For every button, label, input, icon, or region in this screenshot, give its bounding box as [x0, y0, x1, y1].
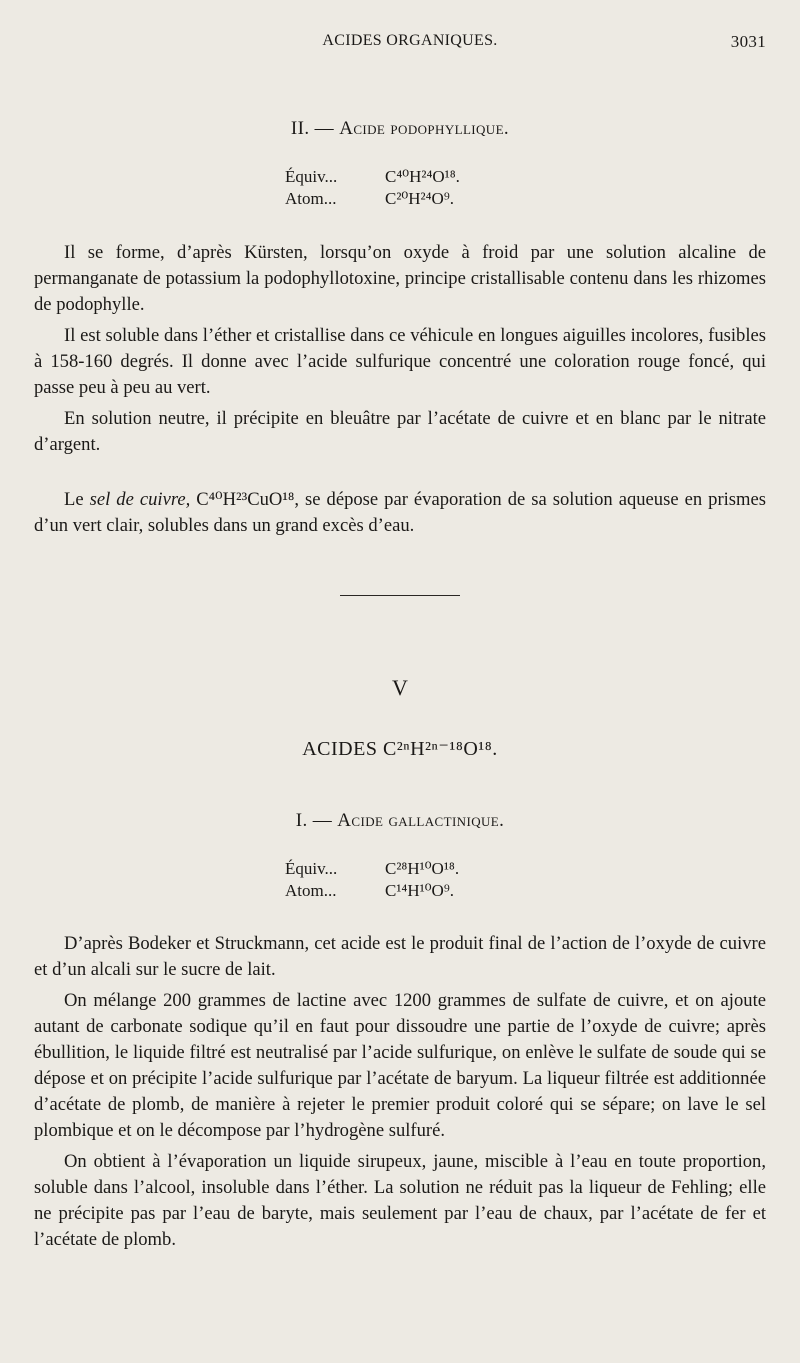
- section-heading-podophyllique: [34, 118, 766, 140]
- page-number: 3031: [730, 32, 766, 51]
- copper-salt-text: C⁴⁰H²³CuO¹⁸, se dépose par évaporation de sa solution aqueuse en prismes d’un vert clair, solubles dans un grand excès d’eau.: [34, 489, 766, 536]
- paragraph: Il se forme, d’après Kürsten, lorsqu’on oxyde à froid par une solution alcaline de permanganate de potassium la podophyllotoxine, principe cristallisable contenu dans les rhizomes de podophylle.: [34, 242, 766, 315]
- equiv-label: Équiv...: [285, 167, 338, 186]
- section-body-gallactinique: [34, 931, 766, 1258]
- equiv-label: Équiv...: [285, 859, 338, 878]
- running-title: ACIDES ORGANIQUES.: [322, 32, 498, 49]
- section-title: Acide podophyllique.: [339, 118, 510, 139]
- running-head: [0, 32, 800, 54]
- section-heading-gallactinique: [34, 810, 766, 832]
- atom-formula: C²⁰H²⁴O⁹.: [385, 189, 455, 208]
- paragraph: D’après Bodeker et Struckmann, cet acide est le produit final de l’action de l’oxyde de cuivre et d’un alcali sur le sucre de lait.: [34, 933, 766, 980]
- formula-table-gallactinique: [285, 858, 459, 902]
- section-title: Acide gallactinique.: [337, 810, 505, 831]
- equiv-formula: C⁴⁰H²⁴O¹⁸.: [385, 167, 460, 186]
- copper-salt-name: sel de cuivre,: [89, 489, 191, 510]
- equiv-formula: C²⁸H¹⁰O¹⁸.: [385, 859, 460, 878]
- atom-formula: C¹⁴H¹⁰O⁹.: [385, 881, 455, 900]
- section-number: I. —: [295, 810, 338, 831]
- atom-row: [285, 188, 460, 210]
- atom-label: Atom...: [285, 189, 337, 208]
- section-number: II. —: [290, 118, 340, 139]
- atom-label: Atom...: [285, 881, 337, 900]
- equiv-row: [285, 858, 459, 880]
- paragraph: Il est soluble dans l’éther et cristallise dans ce véhicule en longues aiguilles incolores, fusibles à 158-160 degrés. Il donne avec l’acide sulfurique concentré une coloration rouge foncé, qui passe peu à peu au vert.: [34, 325, 766, 398]
- paragraph: On obtient à l’évaporation un liquide sirupeux, jaune, miscible à l’eau en toute proportion, soluble dans l’alcool, insoluble dans l’éther. La solution ne réduit pas la liqueur de Fehling; elle ne précipite pas par l’eau de baryte, mais seulement par l’eau de chaux, par l’acétate de fer et l’acétate de plomb.: [34, 1151, 766, 1250]
- chapter-title: ACIDES C²ⁿH²ⁿ⁻¹⁸O¹⁸.: [302, 738, 498, 760]
- atom-row: [285, 880, 459, 902]
- equiv-row: [285, 166, 460, 188]
- section-body-podophyllique: [34, 240, 766, 463]
- chapter-number: V: [392, 675, 408, 700]
- section-divider: [340, 595, 460, 596]
- copper-salt-paragraph-block: [34, 487, 766, 544]
- formula-table-podophyllique: [285, 166, 460, 210]
- copper-salt-paragraph: [34, 487, 766, 539]
- copper-salt-intro: Le: [64, 489, 90, 510]
- paragraph: On mélange 200 grammes de lactine avec 1200 grammes de sulfate de cuivre, et on ajoute autant de carbonate sodique qu’il en faut pour dissoudre une partie de l’oxyde de cuivre; après ébullition, le liquide filtré est neutralisé par l’acide sulfurique, on enlève le sulfate de soude qui se dépose et on précipite l’acide sulfurique par l’acétate de baryum. La liqueur filtrée est additionnée d’acétate de plomb, de manière à rejeter le premier produit coloré qui se sépare; on lave le sel plombique et on le décompose par l’hydrogène sulfuré.: [34, 990, 766, 1141]
- paragraph: En solution neutre, il précipite en bleuâtre par l’acétate de cuivre et en blanc par le nitrate d’argent.: [34, 408, 766, 455]
